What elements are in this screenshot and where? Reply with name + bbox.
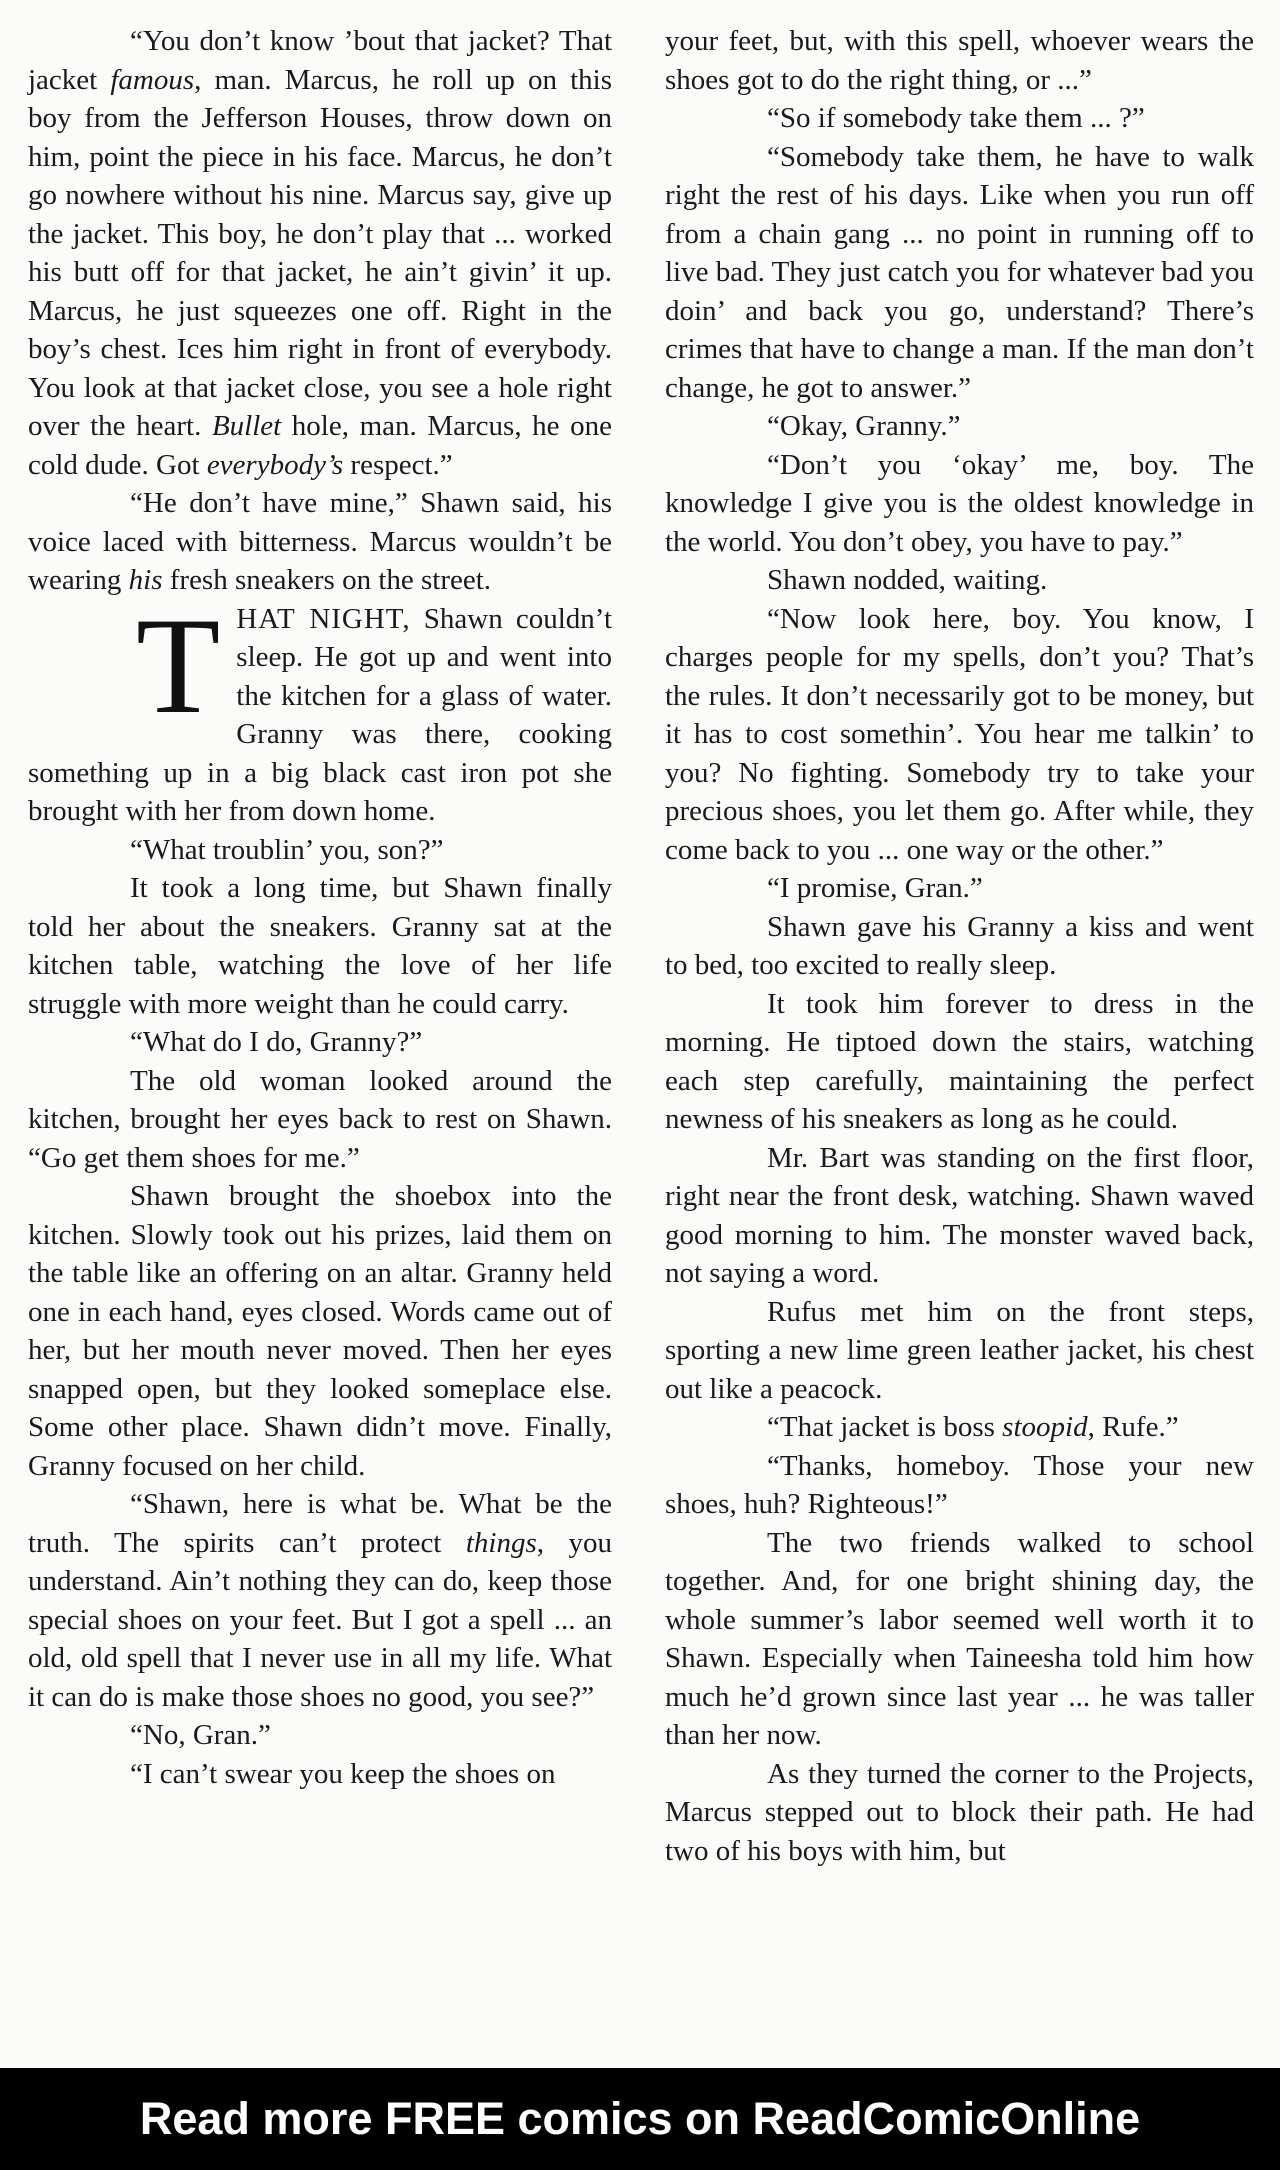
paragraph: Rufus met him on the front steps, sporting a new lime green leather jacket, his chest out like a peacock. [665, 1295, 1254, 1405]
paragraph: “So if somebody take them ... ?” [767, 102, 1145, 134]
paragraph: It took him forever to dress in the morning. He tiptoed down the stairs, watching each step carefully, maintaining the perfect newness of his sneakers as long as he could. [665, 987, 1254, 1135]
promo-footer-text[interactable]: Read more FREE comics on ReadComicOnline [139, 2093, 1141, 2144]
section-opening-paragraph: THAT NIGHT, Shawn couldn’t sleep. He got up and went into the kitchen for a glass of water. Granny was there, cooking something up in a big black cast iron pot she brought with her from down home. [28, 588, 612, 827]
paragraph: “Now look here, boy. You know, I charges people for my spells, don’t you? That’s the rules. It don’t necessarily got to be money, but it has to cost somethin’. You hear me talkin’ to you? No fighting. Somebody try to take your precious shoes, you let them go. After while, they come back to you ... one way or the other.” [665, 602, 1254, 866]
paragraph: Shawn nodded, waiting. [767, 564, 1048, 596]
paragraph: It took a long time, but Shawn finally told her about the sneakers. Granny sat at the kitchen table, watching the love of her life struggle with more weight than he could carry. [28, 872, 612, 1020]
paragraph: “I promise, Gran.” [767, 872, 983, 904]
paragraph: your feet, but, with this spell, whoever wears the shoes got to do the right thing, or ...” [665, 25, 1254, 96]
paragraph: “You don’t know ’bout that jacket? That jacket famous, man. Marcus, he roll up on this boy from the Jefferson Houses, throw down on him, point the piece in his face. Marcus, he don’t go nowhere without his nine. Marcus say, give up the jacket. This boy, he don’t play that ... worked his butt off for that jacket, he ain’t givin’ it up. Marcus, he just squeezes one off. Right in the boy’s chest. Ices him right in front of everybody. You look at that jacket close, you see a hole right over the heart. Bullet hole, man. Marcus, he one cold dude. Got everybody’s respect.” [28, 25, 612, 481]
paragraph: “Somebody take them, he have to walk right the rest of his days. Like when you run off from a chain gang ... no point in running off to live bad. They just catch you for whatever bad you doin’ and back you go, understand? There’s crimes that have to change a man. If the man don’t change, he got to answer.” [665, 140, 1254, 404]
paragraph: “Shawn, here is what be. What be the truth. The spirits can’t protect things, you understand. Ain’t nothing they can do, keep those special shoes on your feet. But I got a spell ... an old, old spell that I never use in all my life. What it can do is make those shoes no good, you see?” [28, 1488, 612, 1713]
paragraph: Shawn gave his Granny a kiss and went to bed, too excited to really sleep. [665, 910, 1254, 981]
paragraph: “Okay, Granny.” [767, 410, 961, 442]
paragraph: “What troublin’ you, son?” [130, 833, 444, 866]
paragraph: The old woman looked around the kitchen, brought her eyes back to rest on Shawn. “Go get them shoes for me.” [28, 1064, 612, 1174]
paragraph: “He don’t have mine,” Shawn said, his voice laced with bitterness. Marcus wouldn’t be wearing his fresh sneakers on the street. [28, 487, 612, 596]
paragraph: “Thanks, homeboy. Those your new shoes, huh? Righteous!” [665, 1449, 1254, 1520]
left-text-column [28, 22, 612, 1793]
right-text-column [665, 22, 1254, 1870]
paragraph: “What do I do, Granny?” [130, 1026, 423, 1058]
paragraph: As they turned the corner to the Projects, Marcus stepped out to block their path. He had two of his boys with him, but [665, 1757, 1254, 1867]
paragraph: “Don’t you ‘okay’ me, boy. The knowledge I give you is the oldest knowledge in the world. You don’t obey, you have to pay.” [665, 448, 1254, 558]
promo-footer-banner[interactable] [0, 2068, 1280, 2170]
paragraph: “No, Gran.” [130, 1719, 271, 1751]
paragraph: “I can’t swear you keep the shoes on [130, 1757, 556, 1790]
paragraph: “That jacket is boss stoopid, Rufe.” [767, 1411, 1179, 1443]
paragraph: Shawn brought the shoebox into the kitchen. Slowly took out his prizes, laid them on the table like an offering on an altar. Granny held one in each hand, eyes closed. Words came out of her, but her mouth never moved. Then her eyes snapped open, but they looked someplace else. Some other place. Shawn didn’t move. Finally, Granny focused on her child. [28, 1180, 612, 1482]
paragraph: The two friends walked to school together. And, for one bright shining day, the whole summer’s labor seemed well worth it to Shawn. Especially when Taineesha told him how much he’d grown since last year ... he was taller than her now. [665, 1526, 1254, 1751]
drop-cap-letter: T [136, 588, 221, 742]
paragraph: Mr. Bart was standing on the first floor, right near the front desk, watching. Shawn waved good morning to him. The monster waved back, not saying a word. [665, 1141, 1254, 1289]
